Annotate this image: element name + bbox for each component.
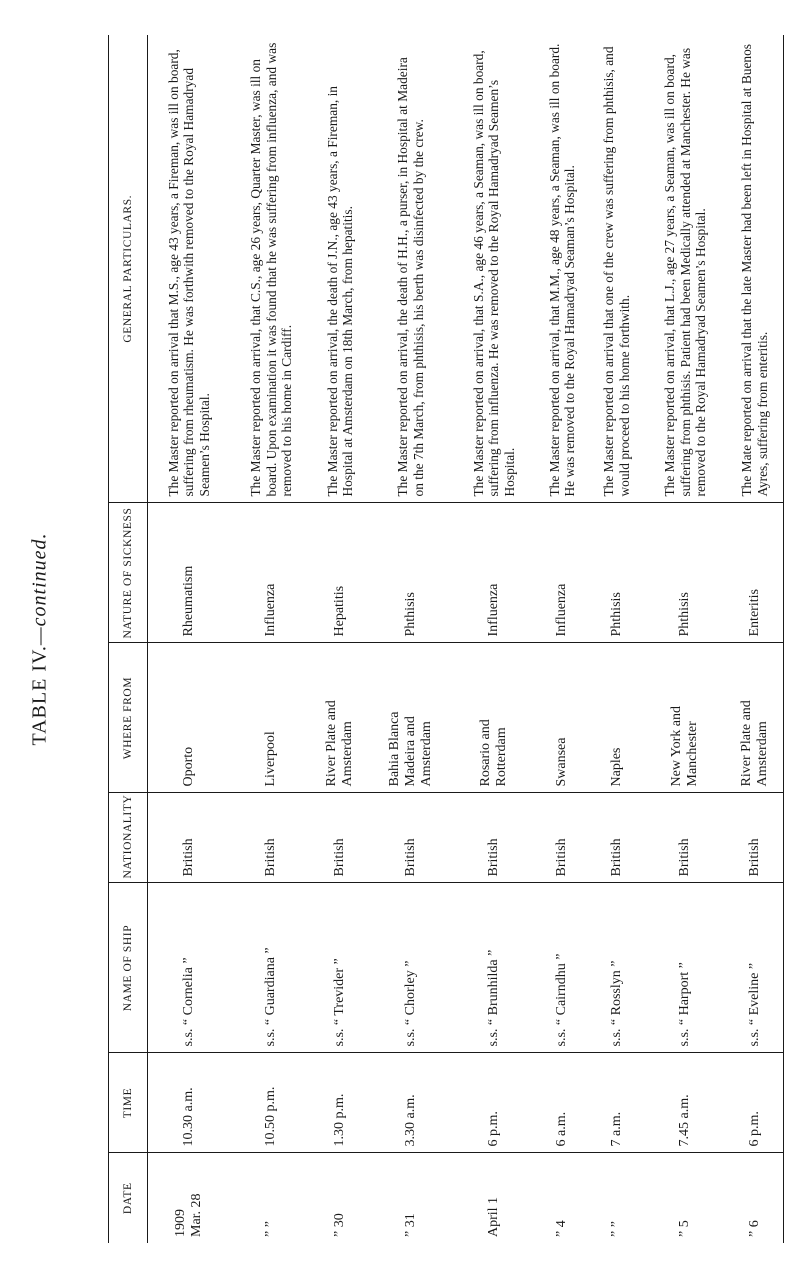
- sickness-cell: Influenza: [230, 503, 312, 643]
- where-from-cell: [590, 643, 645, 793]
- table-row: [230, 35, 312, 1243]
- where-line-1: Oporto: [181, 746, 197, 787]
- time-cell: 10.30 a.m.: [148, 1053, 231, 1153]
- sickness-cell: Influenza: [535, 503, 590, 643]
- date-cell: [535, 1153, 590, 1243]
- table-row: [726, 35, 783, 1243]
- table-row: [535, 35, 590, 1243]
- where-line-1: Liverpool: [263, 731, 279, 787]
- time-cell: 10.50 p.m.: [230, 1053, 312, 1153]
- ship-cell: s.s. “ Cairndhu ”: [535, 883, 590, 1053]
- where-line-1: River Plate and: [324, 700, 340, 787]
- where-line-1: Bahia Blanca: [386, 711, 402, 787]
- time-cell: 7 a.m.: [590, 1053, 645, 1153]
- nationality-cell: British: [535, 793, 590, 883]
- nationality-cell: British: [148, 793, 231, 883]
- sickness-cell: Influenza: [453, 503, 535, 643]
- date-cell: [453, 1153, 535, 1243]
- particulars-cell: The Master reported on arrival, that M.M., age 48 years, a Seaman, was ill on board. He was removed to the Royal Hamadryad Seaman’s Hospital.: [546, 43, 578, 497]
- table-header-row: [109, 35, 148, 1243]
- sickness-cell: Phthisis: [369, 503, 454, 643]
- where-from-cell: [453, 643, 535, 793]
- where-from-cell: [312, 643, 368, 793]
- where-line-1: River Plate and: [738, 700, 754, 787]
- where-line-2: Manchester: [685, 721, 701, 787]
- date-value: April 1: [486, 1196, 502, 1237]
- ship-cell: s.s. “ Harport ”: [644, 883, 726, 1053]
- nationality-cell: British: [590, 793, 645, 883]
- particulars-cell: The Master reported on arrival, that L.J., age 27 years, a Seaman, was ill on board, suffering from phthisis. Patient had been Medically attended at Manchester. He was removed to the Royal Hamadryad Seamen’s Hospital.: [662, 47, 708, 497]
- nationality-cell: British: [230, 793, 312, 883]
- date-cell: [590, 1153, 645, 1243]
- time-cell: 3.30 a.m.: [369, 1053, 454, 1153]
- where-from-cell: [535, 643, 590, 793]
- where-from-cell: [369, 643, 454, 793]
- date-cell: [369, 1153, 454, 1243]
- date-value: Mar. 28: [189, 1193, 205, 1237]
- table-caption: [29, 532, 52, 745]
- date-value: ” 31: [402, 1213, 418, 1237]
- table-row: [453, 35, 535, 1243]
- where-line-1: Naples: [608, 747, 624, 787]
- header-time: TIME: [109, 1053, 148, 1153]
- table-row: [590, 35, 645, 1243]
- date-value: ” ”: [608, 1221, 624, 1237]
- ship-cell: s.s. “ Brunhilda ”: [453, 883, 535, 1053]
- sickness-cell: Rheumatism: [148, 503, 231, 643]
- ship-cell: s.s. “ Cornelia ”: [148, 883, 231, 1053]
- particulars-cell: The Master reported on arrival that M.S., age 43 years, a Fireman, was ill on board, suffering from rheumatism. He was forthwith removed to the Royal Hamadryad Seamen’s Hospital.: [165, 49, 212, 497]
- where-line-1: New York and: [669, 706, 685, 787]
- particulars-cell: The Master reported on arrival, the death of J.N., age 43 years, a Fireman, in Hospital at Amsterdam on 18th March, from hepatitis.: [324, 85, 356, 497]
- date-value: ” 4: [554, 1220, 570, 1237]
- table-row: [644, 35, 726, 1243]
- ship-cell: s.s. “ Trevider ”: [312, 883, 368, 1053]
- caption-continued: —continued.: [28, 532, 51, 646]
- time-cell: 6 p.m.: [453, 1053, 535, 1153]
- time-cell: 7.45 a.m.: [644, 1053, 726, 1153]
- table-row: [148, 35, 231, 1243]
- particulars-cell: The Master reported on arrival, that S.A., age 46 years, a Seaman, was ill on board, suffering from influenza. He was removed to the Royal Hamadryad Seamen’s Hospital.: [470, 50, 517, 497]
- time-cell: 6 a.m.: [535, 1053, 590, 1153]
- caption-title: TABLE IV.: [28, 645, 51, 746]
- rotated-table-container: [108, 35, 784, 1243]
- date-value: ” ”: [263, 1221, 279, 1237]
- sickness-cell: Hepatitis: [312, 503, 368, 643]
- particulars-cell: The Master reported on arrival, the death of H.H., a purser, in Hospital at Madeira on the 7th March, from phthisis, his berth was disinfected by the crew.: [395, 57, 426, 497]
- header-where-from: WHERE FROM: [109, 643, 148, 793]
- date-cell: [148, 1153, 231, 1243]
- sickness-reports-table: [108, 35, 784, 1243]
- date-cell: [312, 1153, 368, 1243]
- date-value: ” 30: [332, 1213, 348, 1237]
- nationality-cell: British: [644, 793, 726, 883]
- ship-cell: s.s. “ Chorley ”: [369, 883, 454, 1053]
- header-date: DATE: [109, 1153, 148, 1243]
- table-row: [369, 35, 454, 1243]
- where-from-cell: [148, 643, 231, 793]
- header-particulars: GENERAL PARTICULARS.: [109, 35, 148, 503]
- sickness-cell: Phthisis: [590, 503, 645, 643]
- where-line-1: Rosario and: [478, 719, 494, 787]
- header-nationality: NATIONALITY: [109, 793, 148, 883]
- nationality-cell: British: [453, 793, 535, 883]
- where-line-1: Swansea: [554, 737, 570, 787]
- header-sickness: NATURE OF SICKNESS: [109, 503, 148, 643]
- particulars-cell: The Mate reported on arrival that the late Master had been left in Hospital at Buenos Ayres, suffering from enteritis.: [726, 35, 783, 503]
- sickness-cell: Enteritis: [726, 503, 783, 643]
- date-value: ” 6: [746, 1220, 762, 1237]
- time-cell: 1.30 p.m.: [312, 1053, 368, 1153]
- ship-cell: s.s. “ Guardiana ”: [230, 883, 312, 1053]
- header-ship: NAME OF SHIP: [109, 883, 148, 1053]
- date-cell: [230, 1153, 312, 1243]
- where-line-3: Amsterdam: [418, 721, 434, 787]
- where-line-2: Madeira and: [402, 716, 418, 787]
- table-row: [312, 35, 368, 1243]
- ship-cell: s.s. “ Eveline ”: [726, 883, 783, 1053]
- nationality-cell: British: [312, 793, 368, 883]
- nationality-cell: British: [369, 793, 454, 883]
- date-cell: [644, 1153, 726, 1243]
- particulars-cell: The Master reported on arrival that one of the crew was suffering from phthisis, and would proceed to his home forthwith.: [601, 46, 632, 497]
- where-line-2: Amsterdam: [340, 721, 356, 787]
- sickness-cell: Phthisis: [644, 503, 726, 643]
- date-cell: [726, 1153, 783, 1243]
- time-cell: 6 p.m.: [726, 1053, 783, 1153]
- where-from-cell: [230, 643, 312, 793]
- particulars-cell: The Master reported on arrival, that C.S., age 26 years, Quarter Master, was ill on board. Upon examination it was found that he was suffering from influenza, and was removed to his home in Cardiff.: [248, 42, 294, 497]
- ship-cell: s.s. “ Rosslyn ”: [590, 883, 645, 1053]
- where-from-cell: [726, 643, 783, 793]
- nationality-cell: British: [726, 793, 783, 883]
- date-value: ” 5: [677, 1220, 693, 1237]
- where-line-2: Amsterdam: [754, 721, 770, 787]
- where-line-2: Rotterdam: [494, 727, 510, 787]
- where-from-cell: [644, 643, 726, 793]
- year-label: 1909: [173, 1209, 189, 1237]
